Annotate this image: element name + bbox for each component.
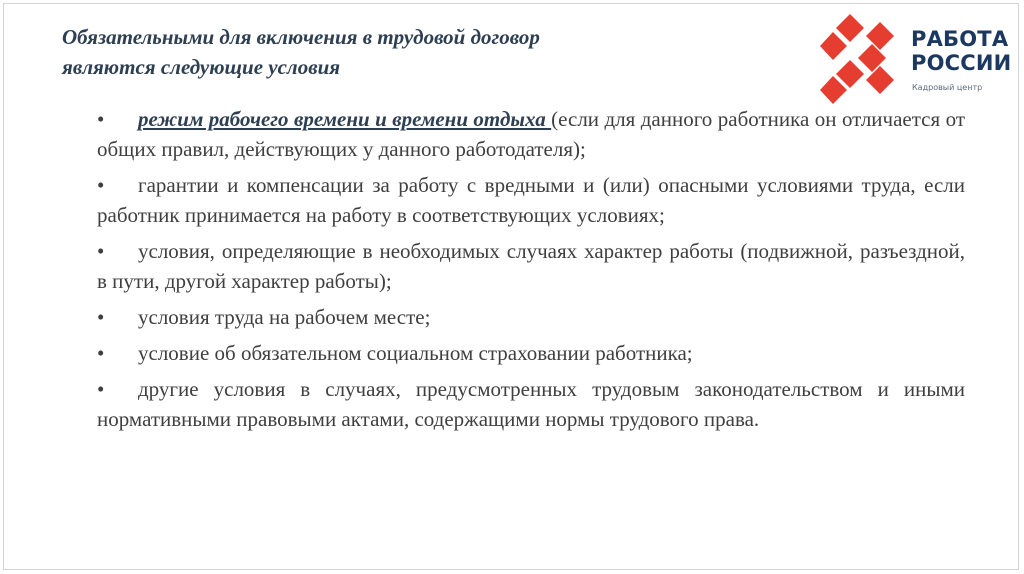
- item-emphasis: режим рабочего времени и времени отдыха: [138, 107, 552, 131]
- title-line-1: Обязательными для включения в трудовой договор: [62, 25, 540, 49]
- logo-line-2: РОССИИ: [911, 51, 1012, 75]
- bullet-icon: •: [97, 239, 105, 263]
- rabota-rossii-logo: [820, 14, 1010, 106]
- item-text: (если для данного работника он отличается от общих правил, действующих у данного работодателя);: [97, 107, 965, 161]
- item-text: условия, определяющие в необходимых случаях характер работы (подвижной, разъездной, в пути, другой характер работы);: [97, 239, 965, 293]
- logo-mark-icon: [820, 14, 902, 106]
- list-item: [97, 104, 965, 164]
- bullet-icon: •: [97, 305, 105, 329]
- bullet-icon: •: [97, 341, 105, 365]
- conditions-list: [97, 104, 965, 440]
- list-item: [97, 302, 965, 332]
- logo-subtitle: Кадровый центр: [912, 83, 983, 92]
- item-text: другие условия в случаях, предусмотренных трудовым законодательством и иными нормативными правовыми актами, содержащими нормы трудового права.: [97, 377, 965, 431]
- logo-line-1: РАБОТА: [911, 27, 1009, 51]
- list-item: [97, 236, 965, 296]
- logo-text: [911, 27, 1011, 75]
- item-text: гарантии и компенсации за работу с вредными и (или) опасными условиями труда, если работник принимается на работу в соответствующих условиях;: [97, 173, 965, 227]
- list-item: [97, 170, 965, 230]
- item-text: условие об обязательном социальном страховании работника;: [138, 341, 693, 365]
- item-text: условия труда на рабочем месте;: [138, 305, 431, 329]
- bullet-icon: •: [97, 107, 105, 131]
- list-item: [97, 374, 965, 434]
- list-item: [97, 338, 965, 368]
- title-line-2: являются следующие условия: [62, 55, 341, 79]
- bullet-icon: •: [97, 377, 105, 401]
- slide-title: [62, 22, 782, 82]
- bullet-icon: •: [97, 173, 105, 197]
